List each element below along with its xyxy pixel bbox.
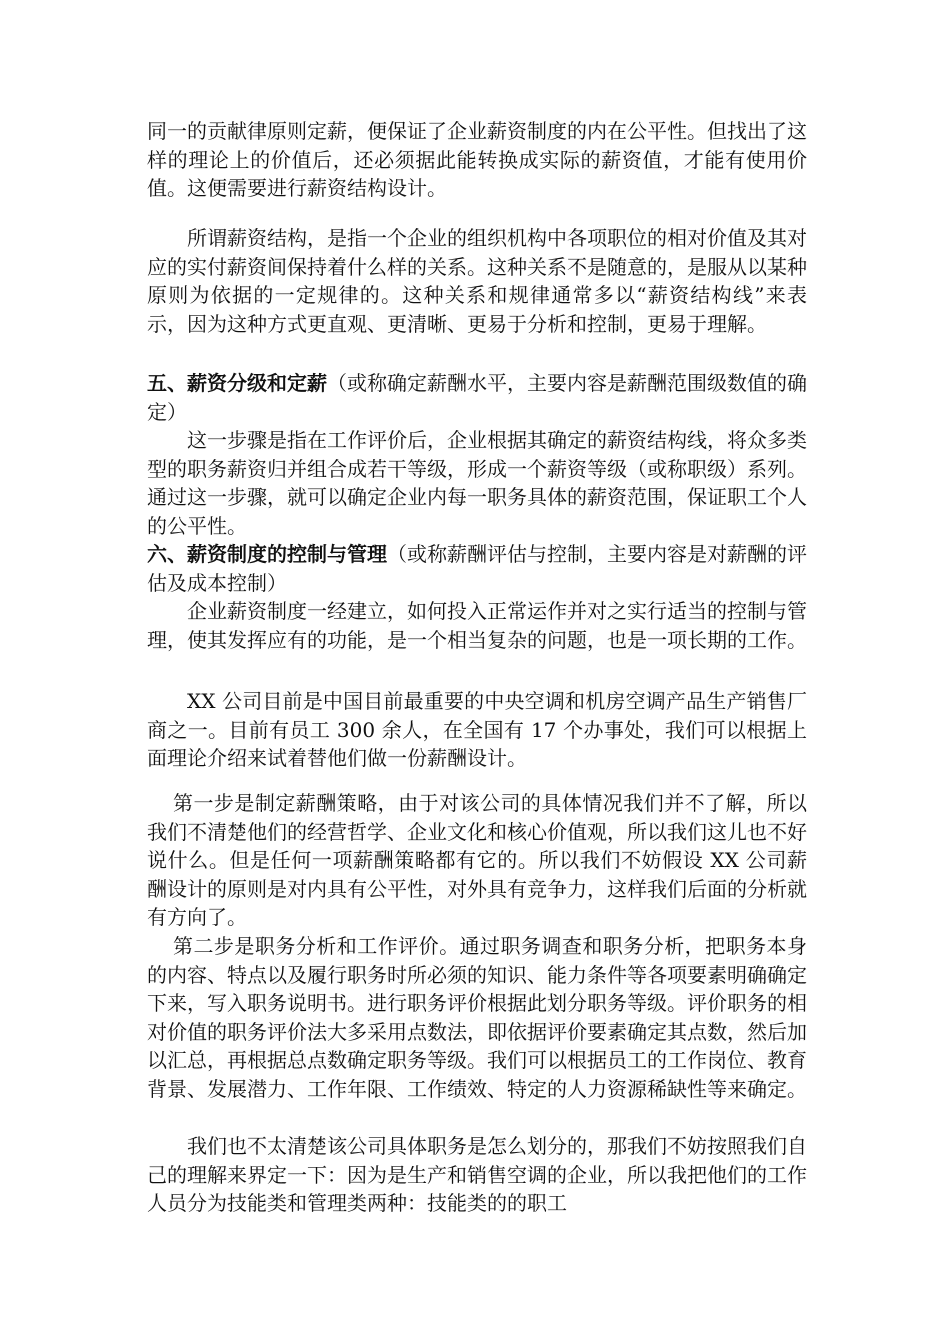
paragraph-step-two bbox=[147, 932, 807, 1103]
section-five-title bbox=[147, 369, 807, 426]
paragraph-text: 同一的贡献律原则定薪，便保证了企业薪资制度的内在公平性。但找出了这样的理论上的价值后，还必须据此能转换成实际的薪资值，才能有使用价值。这便需要进行薪资结构设计。 bbox=[147, 119, 807, 200]
section-five-heading: 五、薪资分级和定薪 bbox=[147, 371, 327, 395]
section-five-note: （或称确定薪酬水平，主要内容是薪酬范围级数值的确定） bbox=[147, 371, 807, 424]
paragraph-salary-fairness bbox=[147, 117, 807, 203]
paragraph-text: XX 公司目前是中国目前最重要的中央空调和机房空调产品生产销售厂商之一。目前有员工 300 余人，在全国有 17 个办事处，我们可以根据上面理论介绍来试着替他们做一份薪酬设计。 bbox=[147, 689, 807, 770]
paragraph-text: 第一步是制定薪酬策略，由于对该公司的具体情况我们并不了解，所以我们不清楚他们的经营哲学、企业文化和核心价值观，所以我们这儿也不好说什么。但是任何一项薪酬策略都有它的。所以我们不妨假设 XX 公司薪酬设计的原则是对内具有公平性，对外具有竞争力，这样我们后面的分析就有方向了。 bbox=[147, 791, 807, 929]
paragraph-job-classification bbox=[147, 1132, 807, 1218]
paragraph-step-one bbox=[147, 789, 807, 932]
section-six-note: （或称薪酬评估与控制，主要内容是对薪酬的评估及成本控制） bbox=[147, 542, 807, 595]
section-five-body: 这一步骤是指在工作评价后，企业根据其确定的薪资结构线，将众多类型的职务薪资归并组合成若干等级，形成一个薪资等级（或称职级）系列。通过这一步骤，就可以确定企业内每一职务具体的薪资范围，保证职工个人的公平性。 bbox=[147, 428, 807, 538]
paragraph-text: 第二步是职务分析和工作评价。通过职务调查和职务分析，把职务本身的内容、特点以及履行职务时所必须的知识、能力条件等各项要素明确确定下来，写入职务说明书。进行职务评价根据此划分职务等级。评价职务的相对价值的职务评价法大多采用点数法，即依据评价要素确定其点数，然后加以汇总，再根据总点数确定职务等级。我们可以根据员工的工作岗位、教育背景、发展潜力、工作年限、工作绩效、特定的人力资源稀缺性等来确定。 bbox=[147, 934, 807, 1101]
paragraph-text: 所谓薪资结构，是指一个企业的组织机构中各项职位的相对价值及其对应的实付薪资间保持着什么样的关系。这种关系不是随意的，是服从以某种原则为依据的一定规律的。这种关系和规律通常多以“薪资结构线”来表示，因为这种方式更直观、更清晰、更易于分析和控制，更易于理解。 bbox=[147, 226, 807, 336]
section-six-heading: 六、薪资制度的控制与管理 bbox=[147, 542, 387, 566]
paragraph-text: 我们也不太清楚该公司具体职务是怎么划分的，那我们不妨按照我们自己的理解来界定一下：因为是生产和销售空调的企业，所以我把他们的工作人员分为技能类和管理类两种：技能类的的职工 bbox=[147, 1134, 807, 1215]
section-six-body: 企业薪资制度一经建立，如何投入正常运作并对之实行适当的控制与管理，使其发挥应有的功能，是一个相当复杂的问题，也是一项长期的工作。 bbox=[147, 599, 807, 652]
paragraph-salary-structure bbox=[147, 224, 807, 338]
section-five bbox=[147, 369, 807, 540]
section-six-title bbox=[147, 540, 807, 597]
paragraph-company-intro bbox=[147, 687, 807, 773]
section-six bbox=[147, 540, 807, 654]
